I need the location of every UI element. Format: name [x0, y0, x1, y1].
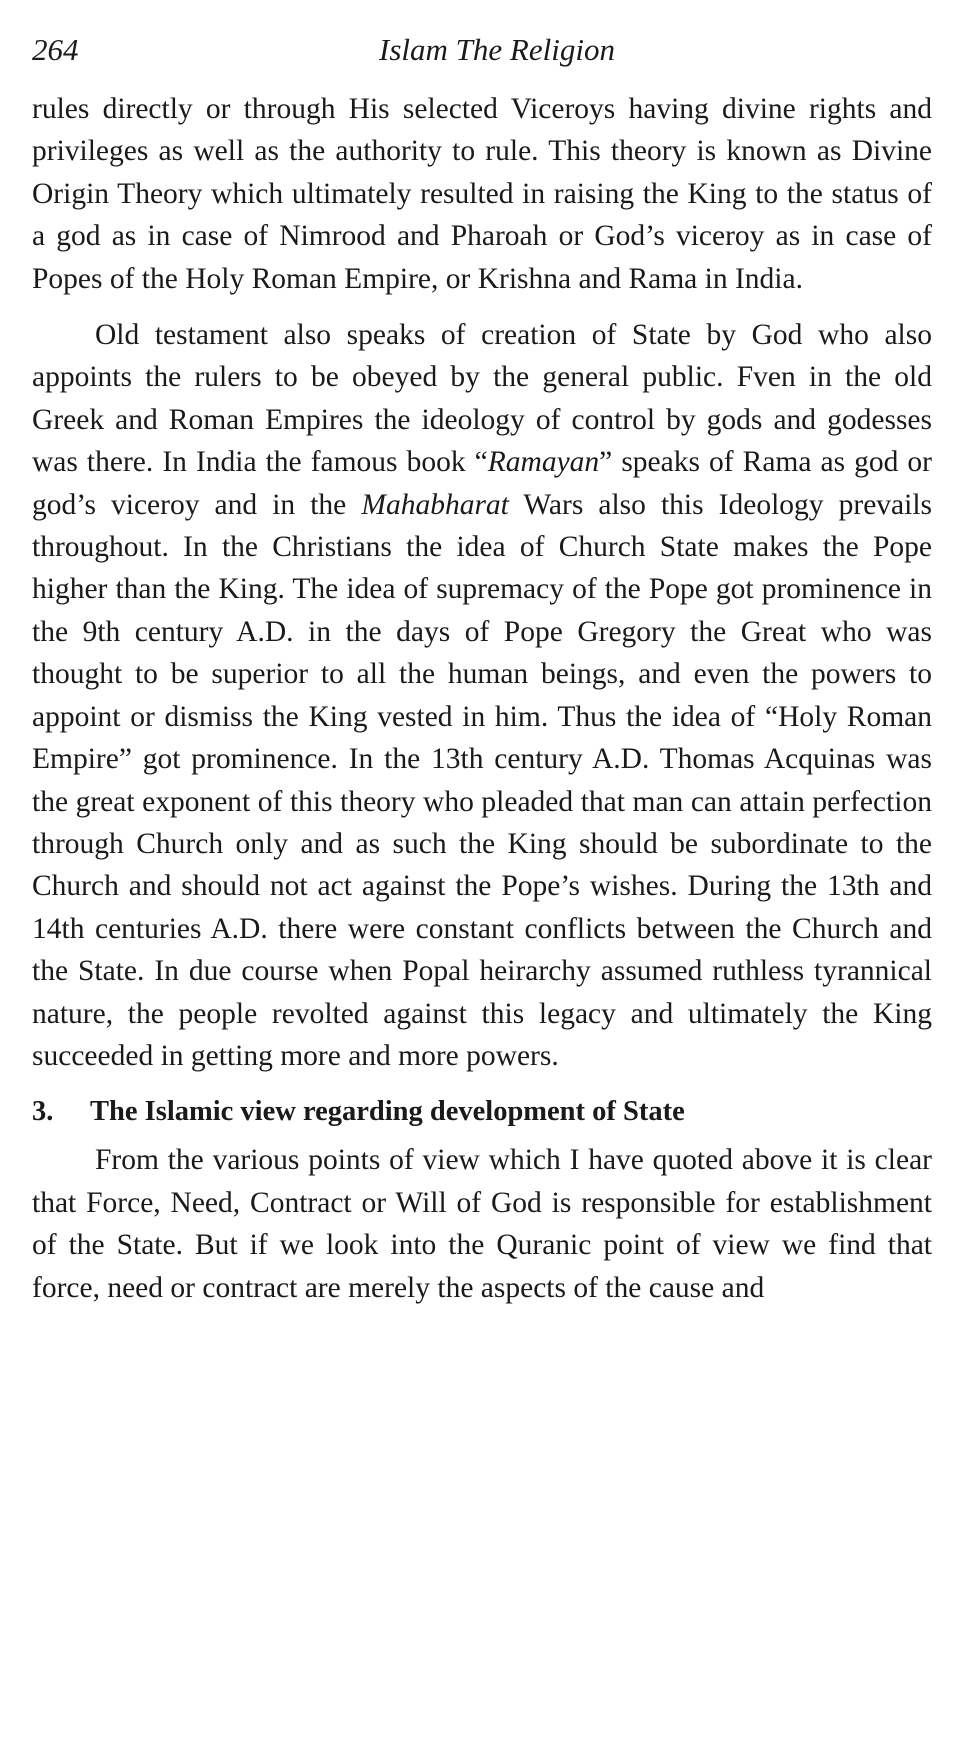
page-number: 264 [32, 32, 79, 67]
section-title: The Islamic view regarding development of State [90, 1096, 685, 1128]
paragraph-divine-origin: rules directly or through His selected Viceroys having divine rights and privileges as well as the authority to rule. This theory is known as Divine Origin Theory which ultimately resulted in raising the King to the status of a god as in case of Nimrood and Pharoah or God’s viceroy as in case of Popes of the Holy Roman Empire, or Krishna and Rama in India. [32, 93, 932, 295]
book-page [32, 32, 932, 1309]
ramayan-title: Ramayan [487, 446, 600, 479]
paragraph-text-segment: Old testament also speaks of creation of State by God who also appoints the rulers to be obeyed by the general public. Fven in the old Greek and Roman Empires the ideology of control by gods and godesses was there. In India the famous book “ [32, 319, 932, 479]
page-header [32, 32, 932, 78]
running-title: Islam The Religion [379, 32, 615, 67]
section-heading [32, 1091, 932, 1133]
paragraph-islamic-view: From the various points of view which I have quoted above it is clear that Force, Need, Contract or Will of God is responsible for establishment of the State. But if we look into the Quranic point of view we find that force, need or contract are merely the aspects of the cause and [32, 1144, 932, 1304]
section-number: 3. [32, 1096, 54, 1128]
paragraph-text-segment: Wars also this Ideology prevails throughout. In the Christians the idea of Church State makes the Pope higher than the King. The idea of supremacy of the Pope got prominence in the 9th century A.D. in the days of Pope Gregory the Great who was thought to be superior to all the human beings, and even the powers to appoint or dismiss the King vested in him. Thus the idea of “Holy Roman Empire” got prominence. In the 13th century A.D. Thomas Acquinas was the great exponent of this theory who pleaded that man can attain perfection through Church only and as such the King should be subordinate to the Church and should not act against the Pope’s wishes. During the 13th and 14th centuries A.D. there were constant conflicts between the Church and the State. In due course when Popal heirarchy assumed ruthless tyrannical nature, the people revolted against this legacy and ultimately the King succeeded in getting more and more powers. [32, 488, 933, 1072]
paragraph-old-testament [32, 314, 932, 1077]
paragraph-text-segment: ” speaks of Rama as god or god’s viceroy and in the [32, 446, 933, 521]
mahabharat-title: Mahabharat [361, 488, 509, 521]
